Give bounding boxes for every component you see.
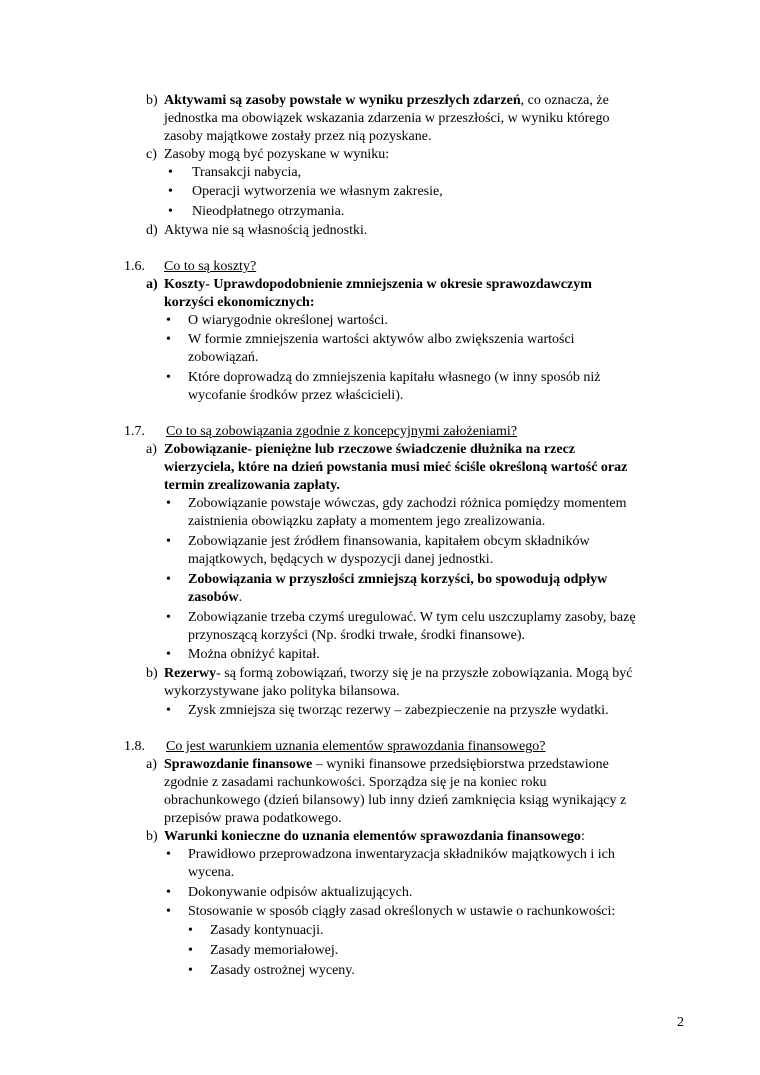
list-item-text [164,665,632,683]
bullet-text: W formie zmniejszenia wartości aktywów albo zwiększenia wartości [188,332,575,347]
sub-bullet-text: Zasady ostrożnej wyceny. [210,963,355,978]
list-letter: a) [146,277,158,292]
sub-bullet-text: Zasady kontynuacji. [210,923,324,938]
text-line: wykorzystywane jako polityka bilansowa. [164,684,400,699]
bold-term: termin zrealizowania zapłaty. [164,478,340,493]
bullet-icon: • [168,165,173,180]
list-letter: b) [146,666,158,681]
bullet-icon: • [188,923,193,938]
section-title: Co jest warunkiem uznania elementów sprawozdania finansowego? [166,739,546,754]
list-letter: b) [146,829,158,844]
bullet-text: przynoszącą korzyści (Np. środki trwałe, środki finansowe). [188,628,526,643]
bullet-text: Operacji wytworzenia we własnym zakresie, [192,184,443,199]
text-line: przepisów prawa podatkowego. [164,811,342,826]
list-letter: a) [146,757,157,772]
bullet-icon: • [166,647,171,662]
bullet-text: zaistnienia obowiązku zapłaty a momentem jego zrealizowania. [188,514,546,529]
list-letter: b) [146,93,158,108]
bullet-icon: • [166,370,171,385]
bold-term: Rezerwy [164,666,217,681]
text-line: jednostka ma obowiązek wskazania zdarzenia w przeszłości, w wyniku którego [164,111,610,126]
list-letter: a) [146,442,157,457]
bullet-icon: • [188,943,193,958]
section-number: 1.7. [124,424,145,439]
bullet-icon: • [188,963,193,978]
bullet-text: Zobowiązanie jest źródłem finansowania, kapitałem obcym składników [188,534,590,549]
bullet-text: Zysk zmniejsza się tworząc rezerwy – zabezpieczenie na przyszłe wydatki. [188,703,609,718]
bullet-text: majątkowych, będących w dyspozycji danej jednostki. [188,552,494,567]
bullet-text: Zobowiązanie trzeba czymś uregulować. W tym celu uszczuplamy zasoby, bazę [188,610,636,625]
text-run: : [580,829,585,844]
bullet-text: Nieodpłatnego otrzymania. [192,204,345,219]
list-item-text [164,828,585,846]
bullet-icon: • [166,847,171,862]
bullet-text: Zobowiązanie powstaje wówczas, gdy zachodzi różnica pomiędzy momentem [188,496,627,511]
bullet-icon: • [166,496,171,511]
section-title: Co to są zobowiązania zgodnie z koncepcyjnymi założeniami? [166,424,518,439]
bold-term: Koszty- Uprawdopodobnienie zmniejszenia w okresie sprawozdawczym [164,277,592,292]
section-title: Co to są koszty? [164,259,257,274]
text-line: zgodnie z zasadami rachunkowości. Sporządza się je na koniec roku [164,775,547,790]
list-letter: d) [146,223,158,238]
bullet-icon: • [166,572,171,587]
bullet-text: Można obniżyć kapitał. [188,647,320,662]
bullet-text: wycena. [188,865,235,880]
list-item-text [164,756,609,774]
bullet-text: Dokonywanie odpisów aktualizujących. [188,885,413,900]
section-number: 1.8. [124,739,145,754]
bullet-text: Zobowiązania w przyszłości zmniejszą korzyści, bo spowodują odpływ [188,572,608,587]
section-number: 1.6. [124,259,145,274]
text-run: - są formą zobowiązań, tworzy się je na przyszłe zobowiązania. Mogą być [216,666,633,681]
bold-term: korzyści ekonomicznych: [164,295,315,310]
bullet-text: wycofanie środków przez właścicieli). [188,388,404,403]
text-run: . [238,590,243,605]
bold-term: Zobowiązanie- pieniężne lub rzeczowe świadczenie dłużnika na rzecz [164,442,575,457]
text-run: , co oznacza, że [520,93,609,108]
text-run: – wyniki finansowe przedsiębiorstwa przedstawione [312,757,609,772]
list-item-text [164,92,609,110]
bold-term: zasobów [188,590,239,605]
bullet-text: Transakcji nabycia, [192,165,302,180]
bullet-text: Stosowanie w sposób ciągły zasad określonych w ustawie o rachunkowości: [188,904,616,919]
list-letter: c) [146,147,157,162]
sub-bullet-text: Zasady memoriałowej. [210,943,339,958]
bullet-icon: • [166,703,171,718]
bullet-icon: • [168,204,173,219]
bullet-icon: • [166,610,171,625]
bullet-icon: • [166,332,171,347]
bullet-text: zobowiązań. [188,350,259,365]
bullet-text: Które doprowadzą do zmniejszenia kapitału własnego (w inny sposób niż [188,370,601,385]
bold-term: wierzyciela, które na dzień powstania musi mieć ściśle określoną wartość oraz [164,460,628,475]
bullet-icon: • [168,184,173,199]
bullet-icon: • [166,904,171,919]
list-item-text: Zasoby mogą być pozyskane w wyniku: [164,147,390,162]
bold-term: Sprawozdanie finansowe [164,757,313,772]
bullet-icon: • [166,534,171,549]
text-line: obrachunkowego (dzień bilansowy) lub inny dzień zamknięcia ksiąg wynikający z [164,793,627,808]
text-line: zasoby majątkowe zostały przez nią pozyskane. [164,129,432,144]
bold-term: Aktywami są zasoby powstałe w wyniku przeszłych zdarzeń [164,93,521,108]
page-number: 2 [677,1015,684,1030]
bullet-text: O wiarygodnie określonej wartości. [188,313,388,328]
bullet-text [188,589,242,607]
bullet-icon: • [166,885,171,900]
bold-term: Warunki konieczne do uznania elementów sprawozdania finansowego [164,829,581,844]
bullet-icon: • [166,313,171,328]
bullet-text: Prawidłowo przeprowadzona inwentaryzacja składników majątkowych i ich [188,847,615,862]
list-item-text: Aktywa nie są własnością jednostki. [164,223,368,238]
